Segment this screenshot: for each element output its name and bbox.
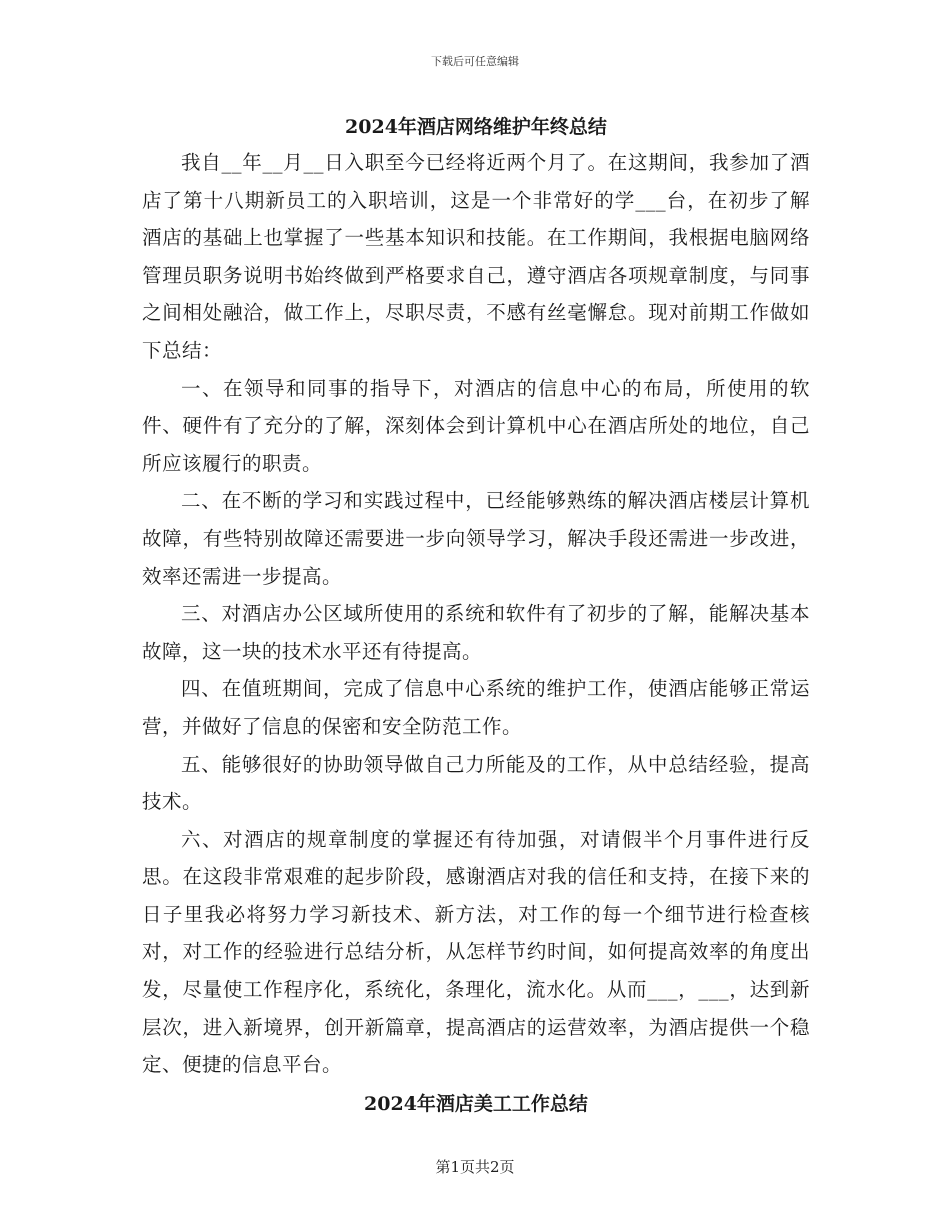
- paragraph-item-3: 三、对酒店办公区域所使用的系统和软件有了初步的了解，能解决基本故障，这一块的技术水平还有待提高。: [142, 602, 810, 663]
- header-note: 下载后可任意编辑: [431, 55, 519, 68]
- document-body: [142, 110, 810, 1124]
- paragraph-item-2: 二、在不断的学习和实践过程中，已经能够熟练的解决酒店楼层计算机故障，有些特别故障还需要进一步向领导学习，解决手段还需进一步改进，效率还需进一步提高。: [142, 489, 810, 588]
- paragraph-item-5: 五、能够很好的协助领导做自己力所能及的工作，从中总结经验，提高技术。: [142, 752, 810, 814]
- paragraph-item-6: 六、对酒店的规章制度的掌握还有待加强，对请假半个月事件进行反思。在这段非常艰难的起步阶段，感谢酒店对我的信任和支持，在接下来的日子里我必将努力学习新技术、新方法，对工作的每一个细节进行检查核对，对工作的经验进行总结分析，从怎样节约时间，如何提高效率的角度出发，尽量使工作程序化，系统化，条理化，流水化。从而___，___，达到新层次，进入新境界，创开新篇章，提高酒店的运营效率，为酒店提供一个稳定、便捷的信息平台。: [142, 827, 810, 1077]
- paragraph-item-1: 一、在领导和同事的指导下，对酒店的信息中心的布局，所使用的软件、硬件有了充分的了解，深刻体会到计算机中心在酒店所处的地位，自己所应该履行的职责。: [142, 376, 810, 475]
- paragraph-intro: 我自__年__月__日入职至今已经将近两个月了。在这期间，我参加了酒店了第十八期新员工的入职培训，这是一个非常好的学___台，在初步了解酒店的基础上也掌握了一些基本知识和技能。在工作期间，我根据电脑网络管理员职务说明书始终做到严格要求自己，遵守酒店各项规章制度，与同事之间相处融洽，做工作上，尽职尽责，不感有丝毫懈怠。现对前期工作做如下总结：: [142, 151, 810, 362]
- page-footer: 第1页共2页: [435, 1158, 515, 1176]
- document-title: 2024年酒店网络维护年终总结: [345, 116, 607, 138]
- second-section-title: 2024年酒店美工工作总结: [364, 1092, 588, 1115]
- paragraph-item-4: 四、在值班期间，完成了信息中心系统的维护工作，使酒店能够正常运营，并做好了信息的保密和安全防范工作。: [142, 677, 810, 738]
